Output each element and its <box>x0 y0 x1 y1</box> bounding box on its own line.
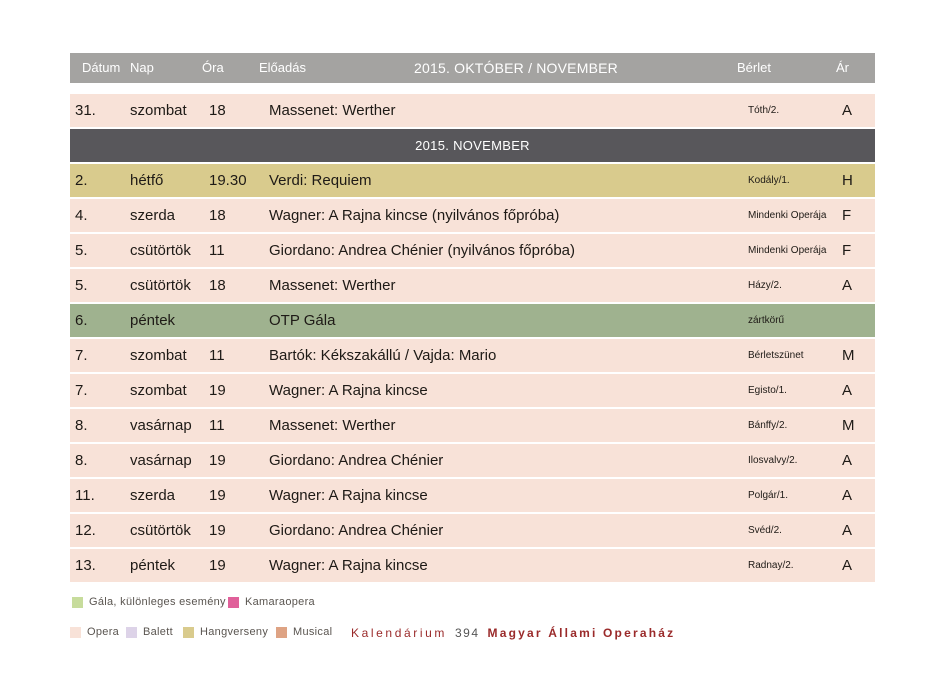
row-pass: Mindenki Operája <box>748 245 827 256</box>
row-date: 13. <box>75 557 96 574</box>
legend-swatch-concert <box>183 627 194 638</box>
row-date: 5. <box>75 242 88 259</box>
row-date: 7. <box>75 347 88 364</box>
legend-label-opera: Opera <box>87 626 120 638</box>
row-show: Wagner: A Rajna kincse <box>269 557 428 574</box>
row-time: 11 <box>209 347 225 364</box>
table-row <box>70 374 875 409</box>
row-time: 11 <box>209 417 225 434</box>
table-row <box>70 409 875 444</box>
legend-line-1 <box>70 596 890 616</box>
row-pass: Svéd/2. <box>748 525 782 536</box>
row-time: 19 <box>209 487 226 504</box>
row-day: csütörtök <box>130 277 191 294</box>
row-time: 19 <box>209 382 226 399</box>
row-time: 19 <box>209 557 226 574</box>
footer-kalendarium: Kalendárium <box>351 626 447 640</box>
row-price: A <box>842 277 853 294</box>
table-row <box>70 444 875 479</box>
row-date: 2. <box>75 172 88 189</box>
legend-item-opera <box>70 626 119 638</box>
row-date: 4. <box>75 207 88 224</box>
row-show: OTP Gála <box>269 312 336 329</box>
legend-label-gala: Gála, különleges esemény <box>89 596 226 608</box>
row-day: péntek <box>130 557 176 574</box>
table-row <box>70 269 875 304</box>
table-row <box>70 514 875 549</box>
footer-institution: Magyar Állami Operaház <box>487 626 676 640</box>
row-price: H <box>842 172 853 189</box>
header-spacer <box>70 83 875 94</box>
row-time: 19 <box>209 452 226 469</box>
row-time: 18 <box>209 207 226 224</box>
row-time: 19 <box>209 522 226 539</box>
row-price: A <box>842 102 853 119</box>
row-day: szerda <box>130 487 176 504</box>
row-time: 18 <box>209 102 226 119</box>
row-pass: Radnay/2. <box>748 560 794 571</box>
row-price: M <box>842 347 855 364</box>
legend-item-gala <box>72 596 226 608</box>
legend-item-chamber <box>228 596 315 608</box>
row-date: 8. <box>75 417 88 434</box>
row-day: hétfő <box>130 172 164 189</box>
table-row <box>70 199 875 234</box>
row-pass: Egisto/1. <box>748 385 787 396</box>
row-day: szombat <box>130 102 187 119</box>
table-row <box>70 479 875 514</box>
header-day: Nap <box>130 60 154 75</box>
row-date: 8. <box>75 452 88 469</box>
row-time: 18 <box>209 277 226 294</box>
header-price: Ár <box>836 60 849 75</box>
row-date: 5. <box>75 277 88 294</box>
table-row <box>70 549 875 584</box>
row-pass: Házy/2. <box>748 280 782 291</box>
row-day: szombat <box>130 347 187 364</box>
row-day: vasárnap <box>130 417 192 434</box>
row-pass: Kodály/1. <box>748 175 790 186</box>
row-date: 7. <box>75 382 88 399</box>
legend-label-chamber: Kamaraopera <box>245 596 315 608</box>
row-day: szombat <box>130 382 187 399</box>
row-show: Wagner: A Rajna kincse (nyilvános főpróba) <box>269 207 560 224</box>
legend-swatch-chamber <box>228 597 239 608</box>
legend-item-musical <box>276 626 332 638</box>
rows-container <box>70 164 875 584</box>
legend-label-concert: Hangverseny <box>200 626 269 638</box>
header-date: Dátum <box>82 60 121 75</box>
legend-swatch-musical <box>276 627 287 638</box>
legend-item-concert <box>183 626 268 638</box>
legend-swatch-gala <box>72 597 83 608</box>
row-show: Massenet: Werther <box>269 102 396 119</box>
row-date: 12. <box>75 522 96 539</box>
header-pass: Bérlet <box>737 60 771 75</box>
row-price: A <box>842 557 853 574</box>
row-show: Giordano: Andrea Chénier <box>269 522 444 539</box>
legend-label-musical: Musical <box>293 626 333 638</box>
row-time: 19.30 <box>209 172 247 189</box>
row-day: szerda <box>130 207 176 224</box>
calendar-table <box>70 53 875 584</box>
row-price: A <box>842 452 853 469</box>
row-show: Bartók: Kékszakállú / Vajda: Mario <box>269 347 497 364</box>
row-date: 11. <box>75 487 95 504</box>
row-price: A <box>842 487 853 504</box>
row-show: Wagner: A Rajna kincse <box>269 382 428 399</box>
legend-line-2 <box>70 626 890 646</box>
legend-swatch-opera <box>70 627 81 638</box>
row-price: M <box>842 417 855 434</box>
legend-swatch-ballet <box>126 627 137 638</box>
row-show: Massenet: Werther <box>269 417 396 434</box>
month-band: 2015. NOVEMBER <box>70 129 875 164</box>
row-show: Wagner: A Rajna kincse <box>269 487 428 504</box>
row-pass: Polgár/1. <box>748 490 789 501</box>
header-time: Óra <box>202 60 224 75</box>
row-price: A <box>842 382 853 399</box>
table-row <box>70 339 875 374</box>
row-day: csütörtök <box>130 242 191 259</box>
row-price: A <box>842 522 853 539</box>
row-date: 6. <box>75 312 88 329</box>
legend-item-ballet <box>126 626 173 638</box>
row-pass: Bérletszünet <box>748 350 804 361</box>
table-row <box>70 164 875 199</box>
header-title: 2015. OKTÓBER / NOVEMBER <box>414 60 618 76</box>
header-show: Előadás <box>259 60 306 75</box>
row-show: Verdi: Requiem <box>269 172 372 189</box>
table-row <box>70 94 875 129</box>
row-show: Giordano: Andrea Chénier (nyilvános főpróba) <box>269 242 576 259</box>
row-time: 11 <box>209 242 225 259</box>
row-pass: Ilosvalvy/2. <box>748 455 798 466</box>
table-row <box>70 234 875 269</box>
row-date: 31. <box>75 102 96 119</box>
row-show: Massenet: Werther <box>269 277 396 294</box>
legend <box>70 596 890 646</box>
table-row <box>70 304 875 339</box>
row-day: péntek <box>130 312 176 329</box>
table-header <box>70 53 875 83</box>
row-day: csütörtök <box>130 522 191 539</box>
row-price: F <box>842 242 852 259</box>
footer-page-number: 394 <box>454 626 480 640</box>
row-price: F <box>842 207 852 224</box>
row-pass: Bánffy/2. <box>748 420 788 431</box>
row-show: Giordano: Andrea Chénier <box>269 452 444 469</box>
legend-label-ballet: Balett <box>143 626 173 638</box>
footer-brand <box>351 626 675 640</box>
row-day: vasárnap <box>130 452 192 469</box>
row-pass: zártkörű <box>748 315 785 326</box>
row-pass: Mindenki Operája <box>748 210 827 221</box>
row-pass: Tóth/2. <box>748 105 780 116</box>
